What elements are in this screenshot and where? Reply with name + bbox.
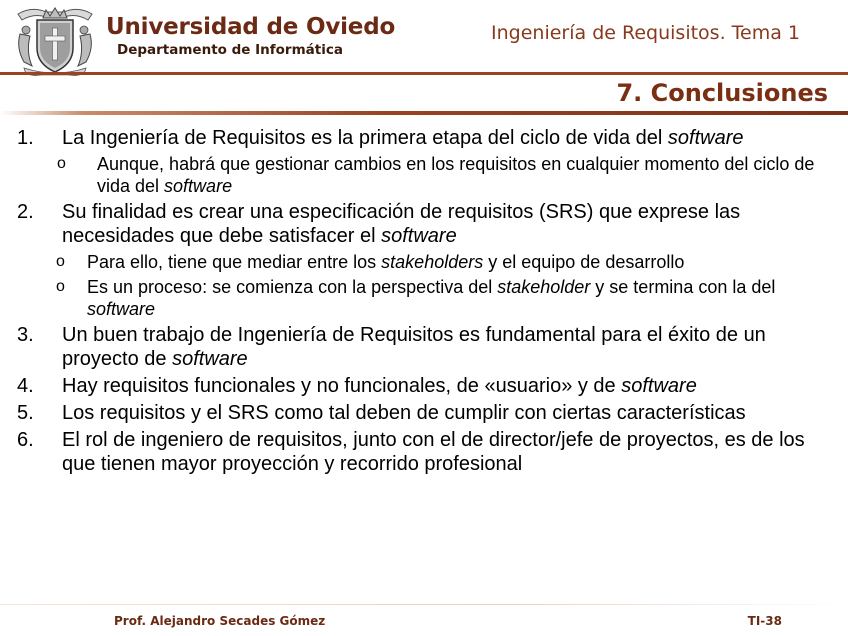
sub-list-item	[0, 153, 848, 197]
department-name: Departamento de Informática	[117, 42, 343, 58]
footer-divider	[0, 604, 848, 605]
university-crest-icon	[10, 4, 100, 76]
list-item	[0, 428, 848, 476]
list-item	[0, 374, 848, 398]
item-number: 1.	[17, 127, 34, 149]
page-number: TI-38	[747, 614, 782, 628]
bullet-icon: o	[56, 278, 65, 295]
item-text: Su finalidad es crear una especificación de requisitos (SRS) que exprese las necesidades que debe satisfacer el software	[62, 201, 741, 247]
sub-item-text: Para ello, tiene que mediar entre los stakeholders y el equipo de desarrollo	[87, 252, 685, 272]
sub-item-text: Aunque, habrá que gestionar cambios en los requisitos en cualquier momento del ciclo de vida del software	[97, 154, 815, 196]
list-item	[0, 401, 848, 425]
slide-title: 7. Conclusiones	[616, 79, 828, 107]
list-item	[0, 323, 848, 371]
course-title: Ingeniería de Requisitos. Tema 1	[491, 22, 800, 44]
bullet-icon: o	[57, 155, 66, 172]
list-item	[0, 126, 848, 150]
header-divider	[0, 72, 848, 75]
item-text: Un buen trabajo de Ingeniería de Requisitos es fundamental para el éxito de un proyecto de software	[62, 324, 766, 370]
sub-list-item	[0, 251, 848, 273]
item-text: Los requisitos y el SRS como tal deben de cumplir con ciertas características	[62, 402, 746, 424]
item-text: La Ingeniería de Requisitos es la primera etapa del ciclo de vida del software	[62, 127, 744, 149]
item-number: 4.	[17, 375, 34, 397]
list-item	[0, 200, 848, 248]
sub-list-item	[0, 276, 848, 320]
footer-author: Prof. Alejandro Secades Gómez	[114, 614, 326, 628]
title-divider	[0, 111, 848, 115]
item-number: 2.	[17, 201, 34, 223]
item-text: Hay requisitos funcionales y no funcionales, de «usuario» y de software	[62, 375, 697, 397]
sub-item-text: Es un proceso: se comienza con la perspectiva del stakeholder y se termina con la del software	[87, 277, 776, 319]
item-text: El rol de ingeniero de requisitos, junto con el de director/jefe de proyectos, es de los que tienen mayor proyección y recorrido profesional	[62, 429, 805, 475]
university-name: Universidad de Oviedo	[106, 14, 396, 40]
item-number: 3.	[17, 324, 34, 346]
conclusions-list	[0, 126, 848, 479]
item-number: 5.	[17, 402, 34, 424]
item-number: 6.	[17, 429, 34, 451]
bullet-icon: o	[56, 253, 65, 270]
